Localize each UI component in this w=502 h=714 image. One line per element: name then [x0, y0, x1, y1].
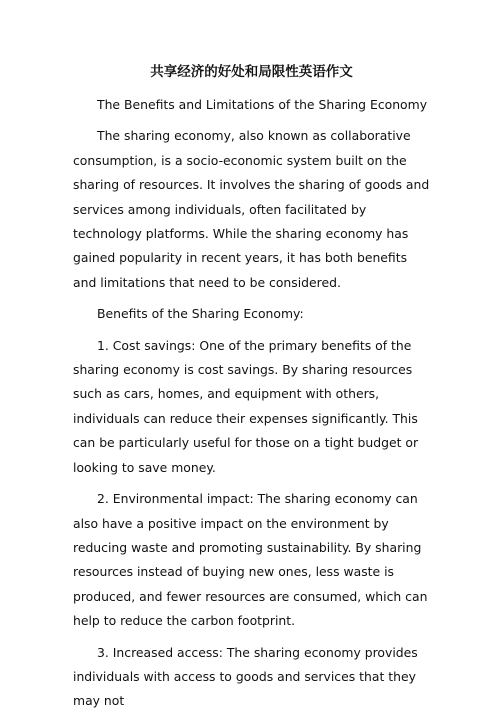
benefit-increased-access-paragraph: 3. Increased access: The sharing economy provides individuals with access to goods and services that they may not — [73, 644, 418, 709]
benefits-heading: Benefits of the Sharing Economy: — [97, 306, 304, 322]
intro-paragraph: The sharing economy, also known as collaborative consumption, is a socio-economic system built on the sharing of resources. It involves the sharing of goods and services among individuals, often facilitated by technology platforms. While the sharing economy has gained popularity in recent years, it has both benefits and limitations that need to be considered. — [73, 128, 430, 290]
document-title: 共享经济的好处和局限性英语作文 — [150, 64, 353, 80]
benefit-cost-savings-paragraph: 1. Cost savings: One of the primary benefits of the sharing economy is cost savings. By sharing resources such as cars, homes, and equipment with others, individuals can reduce their expenses significantly. This can be particularly useful for those on a tight budget or looking to save money. — [73, 337, 419, 475]
essay-heading: The Benefits and Limitations of the Sharing Economy — [97, 97, 428, 112]
benefit-environmental-paragraph: 2. Environmental impact: The sharing economy can also have a positive impact on the environment by reducing waste and promoting sustainability. By sharing resources instead of buying new ones, less waste is produced, and fewer resources are consumed, which can help to reduce the carbon footprint. — [73, 491, 428, 629]
